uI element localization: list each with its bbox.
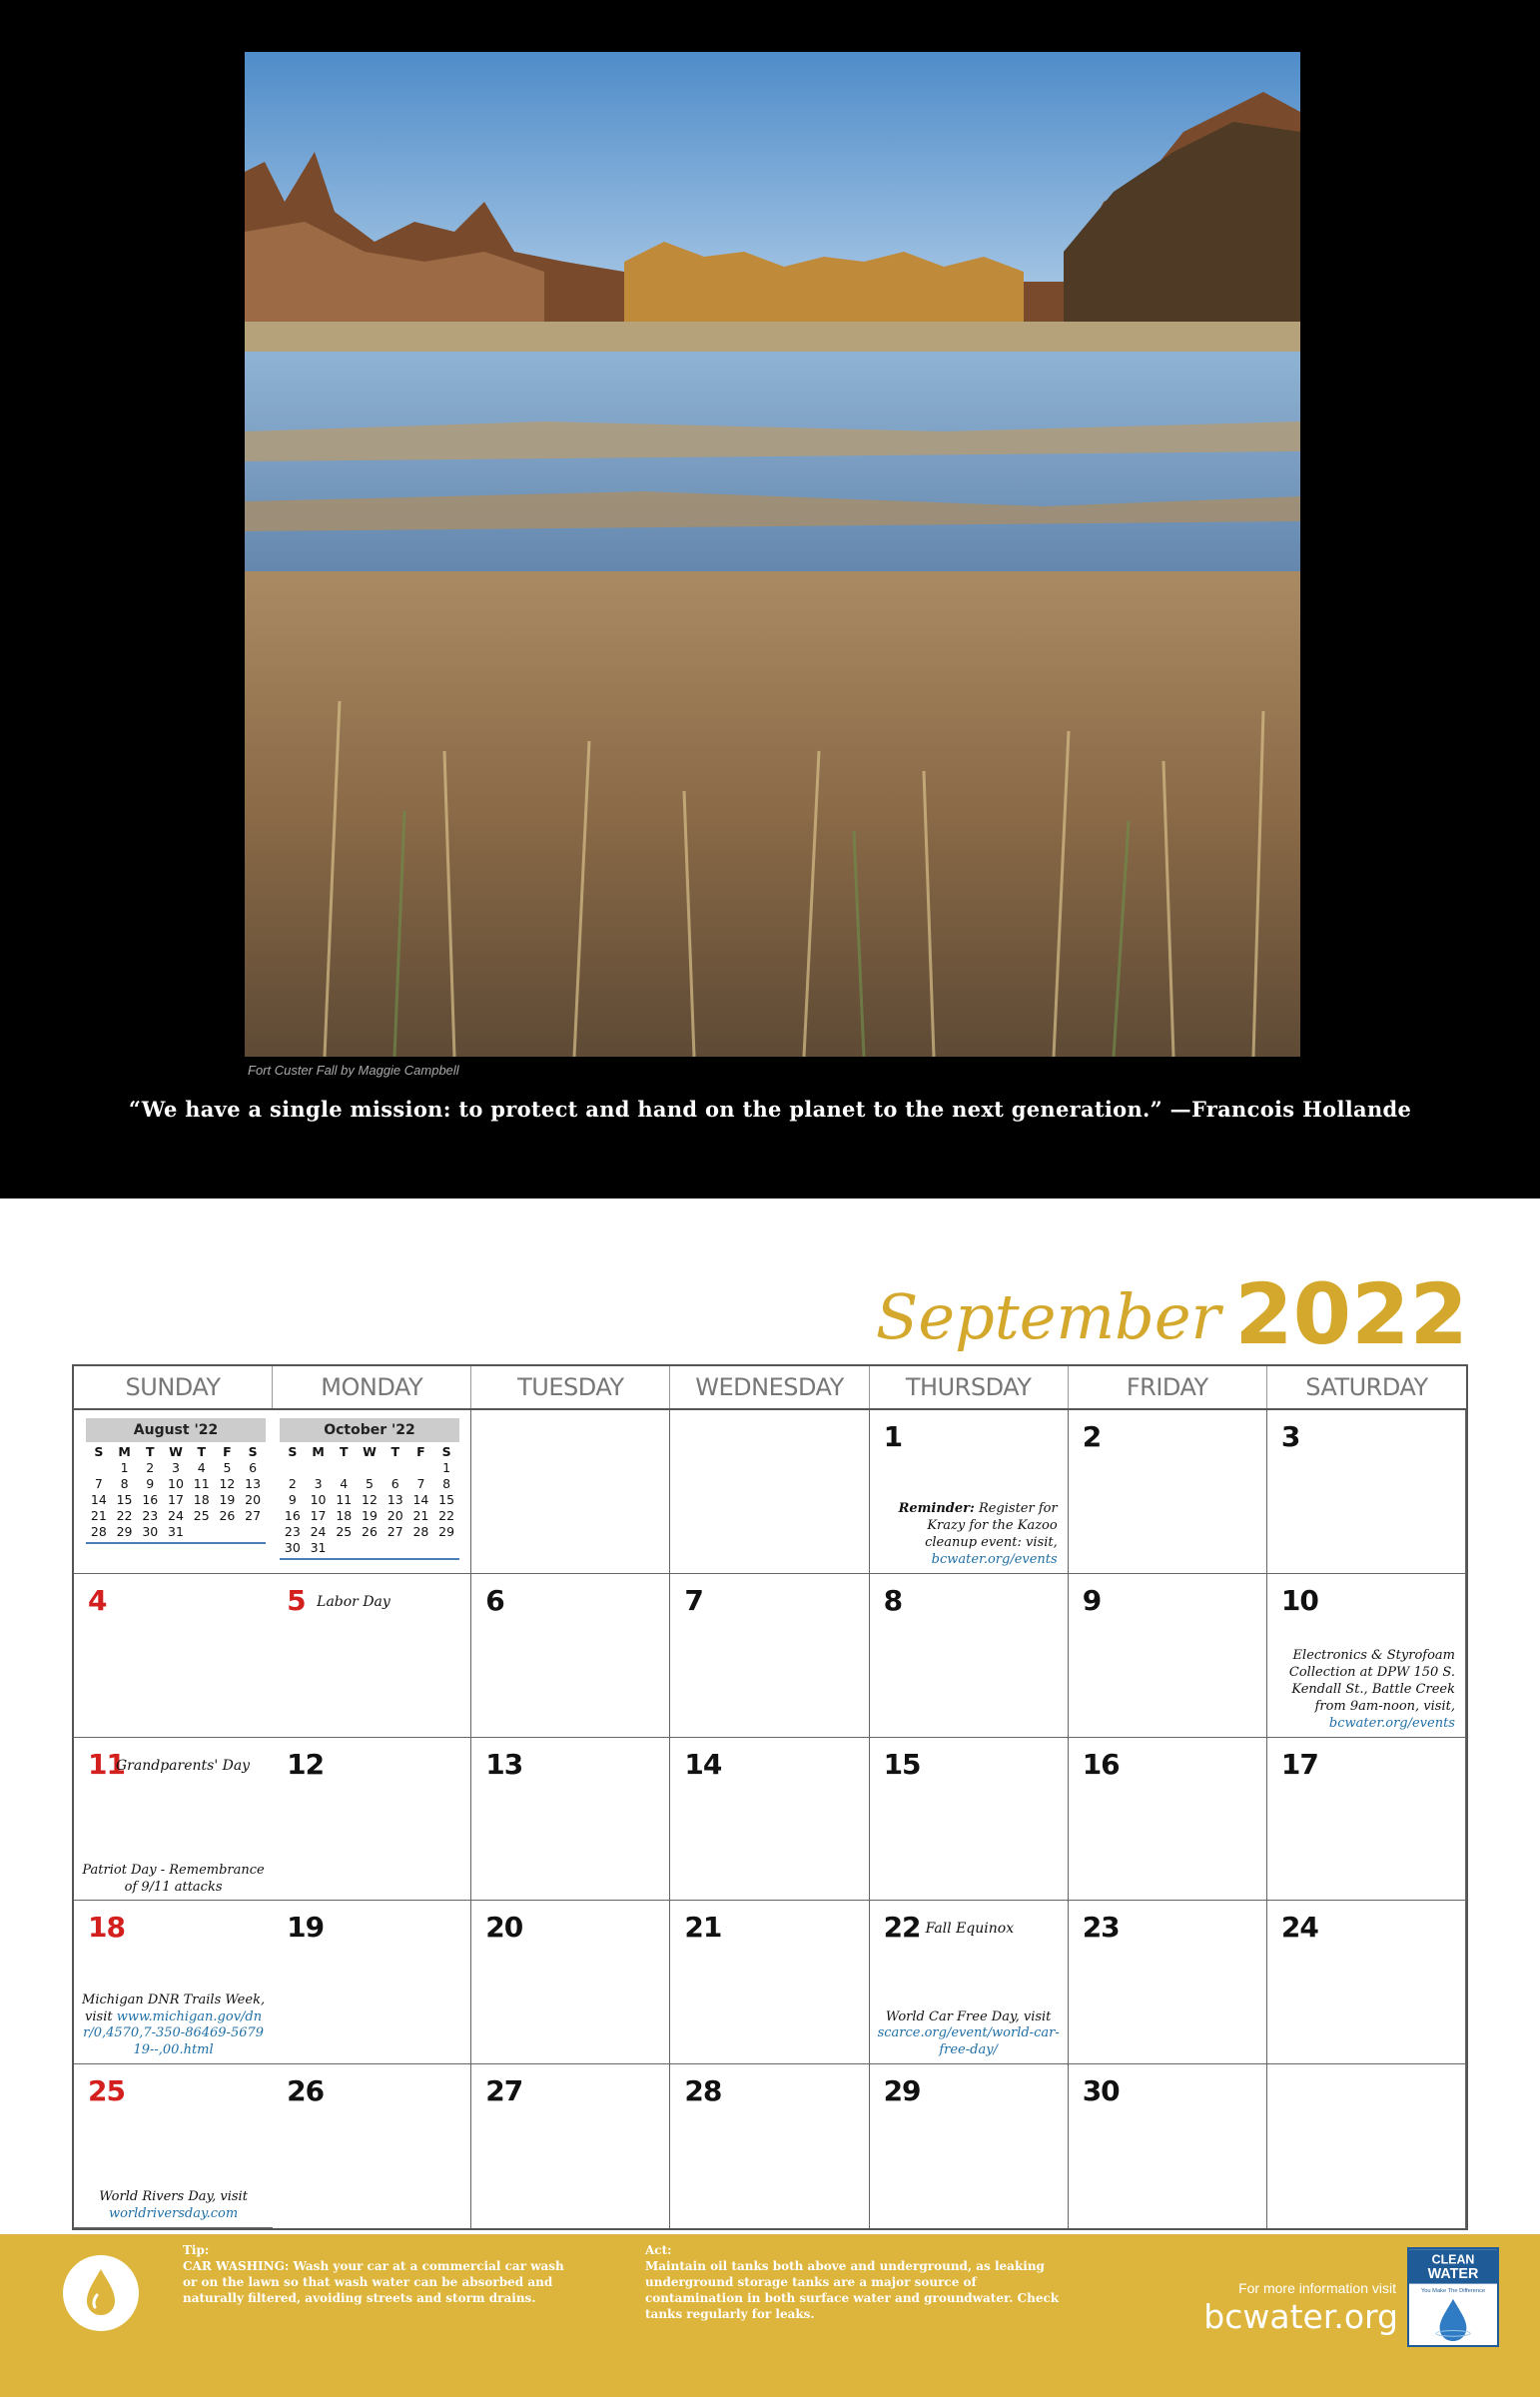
mini-day: 1 bbox=[120, 1460, 129, 1475]
mini-day bbox=[280, 1460, 306, 1476]
day-cell-15[interactable] bbox=[870, 1738, 1069, 1902]
day-number: 28 bbox=[684, 2074, 722, 2108]
day-number: 23 bbox=[1082, 1911, 1120, 1945]
more-info-text: For more information visit bbox=[1238, 2280, 1396, 2296]
day-number: 12 bbox=[287, 1747, 325, 1781]
mini-day: 24 bbox=[310, 1524, 327, 1539]
day-cell-1[interactable] bbox=[870, 1410, 1069, 1574]
day-number: 21 bbox=[684, 1911, 722, 1945]
day-cell-21[interactable] bbox=[670, 1901, 869, 2064]
day-cell-7[interactable] bbox=[670, 1574, 869, 1738]
mini-day: 2 bbox=[146, 1460, 155, 1475]
event-link[interactable]: bcwater.org/events bbox=[931, 1551, 1058, 1567]
day-cell-5[interactable] bbox=[273, 1574, 471, 1738]
day-number: 2 bbox=[1082, 1420, 1102, 1453]
day-cell-23[interactable] bbox=[1069, 1901, 1267, 2064]
mini-weekday-header: S bbox=[94, 1444, 104, 1459]
day-number: 24 bbox=[1280, 1911, 1318, 1945]
event-text: World Rivers Day, visit bbox=[99, 2189, 248, 2205]
mini-day: 21 bbox=[90, 1508, 107, 1523]
day-cell-11[interactable] bbox=[74, 1738, 273, 1902]
mini-day: 27 bbox=[386, 1524, 403, 1539]
mini-day: 18 bbox=[193, 1492, 210, 1507]
mini-day: 28 bbox=[90, 1524, 107, 1539]
day-number: 1 bbox=[883, 1420, 903, 1453]
mini-day: 16 bbox=[284, 1508, 301, 1523]
mini-calendar-grid bbox=[280, 1442, 459, 1556]
mini-calendars bbox=[86, 1418, 459, 1560]
mini-day bbox=[357, 1540, 383, 1556]
day-number: 5 bbox=[287, 1583, 306, 1617]
mini-day bbox=[408, 1460, 434, 1476]
logo-tagline: You Make The Difference bbox=[1420, 2288, 1486, 2295]
event-link[interactable]: bcwater.org/events bbox=[1328, 1715, 1455, 1731]
day-number: 8 bbox=[883, 1583, 903, 1617]
mini-day: 25 bbox=[336, 1524, 353, 1539]
mini-day bbox=[215, 1524, 241, 1540]
mini-day: 9 bbox=[288, 1492, 297, 1507]
day-number: 4 bbox=[88, 1583, 107, 1617]
day-cell-9[interactable] bbox=[1069, 1574, 1267, 1738]
divider bbox=[86, 1542, 266, 1544]
tip-section bbox=[183, 2242, 582, 2306]
mini-day bbox=[357, 1460, 383, 1476]
event-note bbox=[878, 1501, 1058, 1569]
act-text: Maintain oil tanks both above and underground, as leaking underground storage tanks are a major source of contamination in both surface water and groundwater. Check tanks regularly for leaks. bbox=[645, 2259, 1060, 2321]
day-number: 6 bbox=[485, 1583, 504, 1617]
month-year: 2022 bbox=[1234, 1265, 1468, 1363]
mini-day: 8 bbox=[120, 1476, 129, 1491]
day-cell-24[interactable] bbox=[1267, 1901, 1466, 2064]
weekday-monday: MONDAY bbox=[273, 1366, 471, 1408]
mini-day: 29 bbox=[438, 1524, 455, 1539]
mini-day: 21 bbox=[412, 1508, 429, 1523]
month-name: September bbox=[875, 1280, 1221, 1353]
mini-day: 27 bbox=[245, 1508, 262, 1523]
mini-weekday-header: T bbox=[146, 1444, 155, 1459]
mini-day: 23 bbox=[284, 1524, 301, 1539]
mini-day: 16 bbox=[142, 1492, 159, 1507]
mini-weekday-header: F bbox=[223, 1444, 232, 1459]
event-note bbox=[82, 2189, 265, 2223]
day-number: 13 bbox=[485, 1747, 523, 1781]
quote: “We have a single mission: to protect and hand on the planet to the next generation.” —Francois Hollande bbox=[128, 1097, 1412, 1122]
mini-day: 12 bbox=[219, 1476, 236, 1491]
mini-day: 11 bbox=[336, 1492, 353, 1507]
calendar-grid bbox=[72, 1364, 1468, 2230]
mini-day: 1 bbox=[442, 1460, 451, 1475]
month-heading bbox=[875, 1246, 1468, 1363]
day-cell-17[interactable] bbox=[1267, 1738, 1466, 1902]
logo-line-1: CLEAN bbox=[1431, 2252, 1475, 2267]
day-number: 14 bbox=[684, 1747, 722, 1781]
mini-calendar-title: October '22 bbox=[280, 1418, 459, 1442]
day-cell-16[interactable] bbox=[1069, 1738, 1267, 1902]
event-link[interactable]: www.michigan.gov/dnr/0,4570,7-350-86469-567919--,00.html bbox=[83, 2008, 265, 2058]
day-cell-14[interactable] bbox=[670, 1738, 869, 1902]
day-cell-27[interactable] bbox=[471, 2064, 670, 2228]
mini-day: 22 bbox=[116, 1508, 133, 1523]
website-link[interactable]: bcwater.org bbox=[1203, 2297, 1398, 2336]
mini-day: 10 bbox=[168, 1476, 184, 1491]
day-cell-22[interactable] bbox=[870, 1901, 1069, 2064]
mini-day: 6 bbox=[249, 1460, 258, 1475]
day-cell-19[interactable] bbox=[273, 1901, 471, 2064]
mini-day: 26 bbox=[219, 1508, 236, 1523]
day-number: 20 bbox=[485, 1911, 523, 1945]
mini-weekday-header: S bbox=[248, 1444, 258, 1459]
holiday-label: Labor Day bbox=[317, 1593, 390, 1610]
mini-day bbox=[86, 1460, 112, 1476]
day-number: 26 bbox=[287, 2074, 325, 2108]
day-number: 22 bbox=[883, 1911, 921, 1945]
event-text: Electronics & Styrofoam Collection at DPW 150 S. Kendall St., Battle Creek from 9am-noon, visit, bbox=[1288, 1648, 1455, 1714]
water-drop-icon bbox=[63, 2255, 139, 2331]
day-cell-28[interactable] bbox=[670, 2064, 869, 2228]
mini-calendar-october bbox=[280, 1418, 459, 1560]
day-cell-empty bbox=[471, 1410, 670, 1574]
weekday-friday: FRIDAY bbox=[1069, 1366, 1267, 1408]
mini-day: 25 bbox=[193, 1508, 210, 1523]
event-text: Register for Krazy for the Kazoo cleanup event: visit, bbox=[925, 1501, 1058, 1551]
weekday-sunday: SUNDAY bbox=[74, 1366, 273, 1408]
day-cell-10[interactable] bbox=[1267, 1574, 1466, 1738]
day-number: 30 bbox=[1082, 2074, 1120, 2108]
day-number: 18 bbox=[88, 1911, 125, 1945]
day-cell-4[interactable] bbox=[74, 1574, 273, 1738]
mini-day: 31 bbox=[310, 1540, 327, 1555]
mini-weekday-header: F bbox=[416, 1444, 425, 1459]
mini-day: 14 bbox=[90, 1492, 107, 1507]
mini-day: 19 bbox=[362, 1508, 378, 1523]
mini-day: 5 bbox=[366, 1476, 374, 1491]
mini-weekday-header: S bbox=[441, 1444, 451, 1459]
mini-day: 30 bbox=[142, 1524, 159, 1539]
mini-day bbox=[331, 1460, 357, 1476]
day-number: 15 bbox=[883, 1747, 921, 1781]
mini-day bbox=[189, 1524, 215, 1540]
mini-day: 20 bbox=[386, 1508, 403, 1523]
day-cell-25[interactable] bbox=[74, 2064, 273, 2228]
divider bbox=[280, 1558, 459, 1560]
weekday-tuesday: TUESDAY bbox=[471, 1366, 670, 1408]
day-cell-6[interactable] bbox=[471, 1574, 670, 1738]
day-number: 19 bbox=[287, 1911, 325, 1945]
mini-day: 22 bbox=[438, 1508, 455, 1523]
mini-day: 15 bbox=[116, 1492, 133, 1507]
day-cell-13[interactable] bbox=[471, 1738, 670, 1902]
event-note bbox=[878, 2009, 1060, 2060]
mini-day bbox=[408, 1540, 434, 1556]
weekday-header-row bbox=[74, 1366, 1466, 1410]
mini-day: 5 bbox=[223, 1460, 232, 1475]
mini-day bbox=[383, 1460, 408, 1476]
mini-day: 13 bbox=[386, 1492, 403, 1507]
event-note: Patriot Day - Remembrance of 9/11 attacks bbox=[82, 1862, 265, 1895]
day-number: 11 bbox=[88, 1747, 125, 1781]
mini-day: 4 bbox=[340, 1476, 349, 1491]
mini-day: 17 bbox=[310, 1508, 327, 1523]
weekday-wednesday: WEDNESDAY bbox=[670, 1366, 869, 1408]
mini-day: 7 bbox=[94, 1476, 103, 1491]
day-cell-29[interactable] bbox=[870, 2064, 1069, 2228]
mini-day bbox=[331, 1540, 357, 1556]
mini-day: 2 bbox=[288, 1476, 297, 1491]
day-number: 29 bbox=[883, 2074, 921, 2108]
mini-day: 9 bbox=[146, 1476, 155, 1491]
mini-day: 3 bbox=[172, 1460, 180, 1475]
mini-weekday-header: M bbox=[312, 1444, 325, 1459]
mini-day: 12 bbox=[362, 1492, 378, 1507]
mini-day bbox=[383, 1540, 408, 1556]
day-cell-20[interactable] bbox=[471, 1901, 670, 2064]
tip-label: Tip: bbox=[183, 2243, 210, 2257]
mini-day: 4 bbox=[197, 1460, 206, 1475]
day-cell-empty bbox=[74, 1410, 471, 1574]
day-cell-26[interactable] bbox=[273, 2064, 471, 2228]
mini-day: 29 bbox=[116, 1524, 133, 1539]
mini-day: 23 bbox=[142, 1508, 159, 1523]
event-link[interactable]: worldriversday.com bbox=[108, 2206, 239, 2222]
mini-calendar-grid bbox=[86, 1442, 266, 1540]
mini-weekday-header: W bbox=[169, 1444, 183, 1459]
logo-line-2: WATER bbox=[1427, 2265, 1479, 2282]
day-cell-empty bbox=[670, 1410, 869, 1574]
mini-weekday-header: S bbox=[288, 1444, 298, 1459]
mini-weekday-header: T bbox=[340, 1444, 349, 1459]
clean-water-logo bbox=[1407, 2247, 1499, 2347]
day-cell-12[interactable] bbox=[273, 1738, 471, 1902]
mini-day: 3 bbox=[314, 1476, 323, 1491]
mini-day: 8 bbox=[442, 1476, 451, 1491]
day-cell-empty bbox=[1267, 2064, 1466, 2228]
mini-day bbox=[240, 1524, 266, 1540]
mini-day bbox=[306, 1460, 332, 1476]
event-link[interactable]: scarce.org/event/world-car-free-day/ bbox=[877, 2025, 1060, 2058]
event-text: Michigan DNR Trails Week, visit bbox=[82, 1992, 266, 2024]
mini-day: 19 bbox=[219, 1492, 236, 1507]
mini-day: 15 bbox=[438, 1492, 455, 1507]
day-number: 3 bbox=[1280, 1420, 1300, 1453]
event-text: World Car Free Day, visit bbox=[885, 2008, 1052, 2024]
photo-credit: Fort Custer Fall by Maggie Campbell bbox=[248, 1063, 459, 1078]
day-number: 16 bbox=[1082, 1747, 1120, 1781]
mini-weekday-header: M bbox=[118, 1444, 131, 1459]
photo-band bbox=[0, 0, 1540, 1198]
event-label: Reminder: bbox=[898, 1501, 975, 1517]
mini-weekday-header: T bbox=[390, 1444, 399, 1459]
event-note bbox=[1275, 1648, 1455, 1732]
day-cell-30[interactable] bbox=[1069, 2064, 1267, 2228]
mini-calendar-title: August '22 bbox=[86, 1418, 266, 1442]
mini-day: 10 bbox=[310, 1492, 327, 1507]
mini-day: 18 bbox=[336, 1508, 353, 1523]
mini-weekday-header: W bbox=[363, 1444, 377, 1459]
mini-day: 13 bbox=[245, 1476, 262, 1491]
mini-day: 6 bbox=[390, 1476, 399, 1491]
mini-weekday-header: T bbox=[197, 1444, 206, 1459]
holiday-label: Grandparents' Day bbox=[116, 1757, 251, 1774]
act-section bbox=[645, 2242, 1075, 2322]
mini-day: 14 bbox=[412, 1492, 429, 1507]
day-cell-8[interactable] bbox=[870, 1574, 1069, 1738]
weekday-thursday: THURSDAY bbox=[870, 1366, 1069, 1408]
day-number: 27 bbox=[485, 2074, 523, 2108]
mini-day: 31 bbox=[168, 1524, 184, 1539]
mini-day: 28 bbox=[412, 1524, 429, 1539]
event-note bbox=[82, 1993, 265, 2060]
day-cell-2[interactable] bbox=[1069, 1410, 1267, 1574]
day-number: 10 bbox=[1280, 1583, 1318, 1617]
day-cell-18[interactable] bbox=[74, 1901, 273, 2064]
mini-day: 30 bbox=[284, 1540, 301, 1555]
holiday-label: Fall Equinox bbox=[925, 1921, 1015, 1938]
mini-day: 24 bbox=[168, 1508, 184, 1523]
wetland-photo bbox=[245, 52, 1300, 1057]
mini-day: 11 bbox=[193, 1476, 210, 1491]
day-number: 7 bbox=[684, 1583, 703, 1617]
mini-day bbox=[433, 1540, 459, 1556]
mini-day: 26 bbox=[362, 1524, 378, 1539]
act-label: Act: bbox=[645, 2243, 672, 2257]
tip-text: CAR WASHING: Wash your car at a commercial car wash or on the lawn so that wash water can be absorbed and naturally filtered, avoiding streets and storm drains. bbox=[183, 2259, 564, 2305]
day-cell-3[interactable] bbox=[1267, 1410, 1466, 1574]
mini-day: 20 bbox=[245, 1492, 262, 1507]
weekday-saturday: SATURDAY bbox=[1305, 1373, 1428, 1401]
day-number: 17 bbox=[1280, 1747, 1318, 1781]
mini-calendar-august bbox=[86, 1418, 266, 1560]
day-number: 25 bbox=[88, 2074, 125, 2108]
mini-day: 7 bbox=[416, 1476, 425, 1491]
day-number: 9 bbox=[1082, 1583, 1102, 1617]
mini-day: 17 bbox=[168, 1492, 184, 1507]
